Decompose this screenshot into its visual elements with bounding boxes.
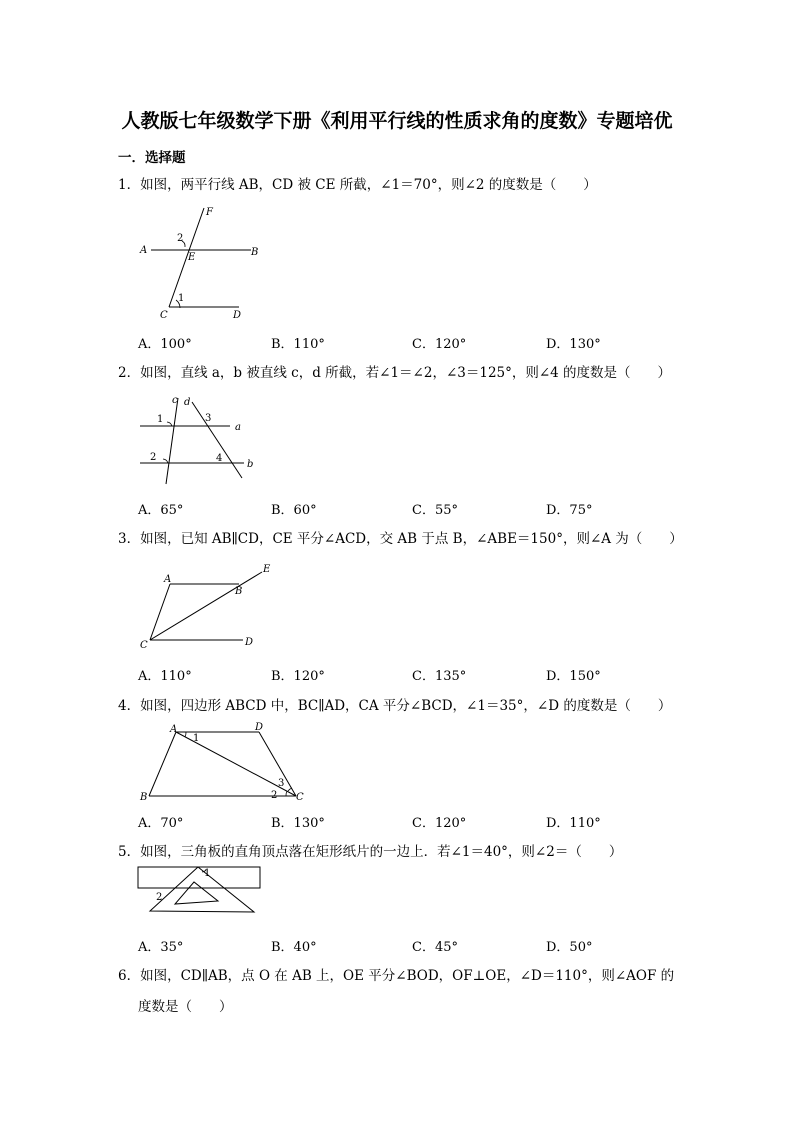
- q2-angle-2: 2: [150, 452, 157, 463]
- q2-angle-4: 4: [216, 453, 223, 464]
- q5-option-c[interactable]: C．45°: [412, 940, 458, 955]
- q3-label-E: E: [263, 564, 271, 575]
- q5-option-b[interactable]: B．40°: [271, 940, 317, 955]
- question-2-figure: [136, 392, 266, 492]
- q4-angle-1: 1: [193, 733, 200, 744]
- question-4-text: 4．如图，四边形 ABCD 中，BC∥AD，CA 平分∠BCD，∠1＝35°，∠D 的度数是（ ）: [118, 698, 672, 714]
- q4-angle-2: 2: [271, 790, 278, 801]
- q1-label-C: C: [160, 310, 168, 321]
- q2-label-a: a: [235, 422, 241, 433]
- question-1-text: 1．如图，两平行线 AB，CD 被 CE 所截，∠1＝70°，则∠2 的度数是（ ）: [118, 177, 597, 193]
- q2-label-d: d: [184, 397, 191, 408]
- question-6-text: 6．如图，CD∥AB，点 O 在 AB 上，OE 平分∠BOD，OF⊥OE，∠D＝110°，则∠AOF 的: [118, 968, 675, 984]
- question-3-text: 3．如图，已知 AB∥CD，CE 平分∠ACD，交 AB 于点 B，∠ABE＝150°，则∠A 为（ ）: [118, 531, 683, 547]
- q5-option-a[interactable]: A．35°: [138, 940, 184, 955]
- q5-option-d[interactable]: D．50°: [546, 940, 593, 955]
- q2-option-a[interactable]: A．65°: [138, 503, 184, 518]
- q1-option-b[interactable]: B．110°: [271, 337, 325, 352]
- q2-option-d[interactable]: D．75°: [546, 503, 593, 518]
- q3-label-B: B: [235, 586, 243, 597]
- q1-angle-2: 2: [177, 233, 184, 244]
- q3-option-c[interactable]: C．135°: [412, 669, 467, 684]
- q3-option-d[interactable]: D．150°: [546, 669, 601, 684]
- q4-label-B: B: [140, 792, 148, 803]
- q2-option-b[interactable]: B．60°: [271, 503, 317, 518]
- question-4-figure: [136, 720, 311, 810]
- question-3-figure: [136, 562, 286, 657]
- q2-label-c: c: [172, 395, 178, 406]
- q4-angle-3: 3: [278, 778, 285, 789]
- question-2-text: 2．如图，直线 a，b 被直线 c，d 所截，若∠1＝∠2，∠3＝125°，则∠4 的度数是（ ）: [118, 365, 672, 381]
- question-6-text-cont: 度数是（ ）: [138, 999, 233, 1015]
- q1-option-d[interactable]: D．130°: [546, 337, 601, 352]
- q1-label-F: F: [206, 207, 213, 218]
- q2-angle-1: 1: [157, 414, 164, 425]
- q4-label-A: A: [170, 724, 178, 735]
- q4-option-c[interactable]: C．120°: [412, 816, 467, 831]
- q3-label-A: A: [164, 574, 172, 585]
- q1-option-c[interactable]: C．120°: [412, 337, 467, 352]
- q4-option-b[interactable]: B．130°: [271, 816, 325, 831]
- question-5-text: 5．如图，三角板的直角顶点落在矩形纸片的一边上．若∠1＝40°，则∠2＝（ ）: [118, 844, 623, 860]
- q5-angle-1: 1: [204, 868, 211, 879]
- q1-label-B: B: [251, 247, 259, 258]
- q2-angle-3: 3: [205, 413, 212, 424]
- q4-label-C: C: [296, 792, 304, 803]
- q1-label-A: A: [140, 245, 148, 256]
- q2-option-c[interactable]: C．55°: [412, 503, 458, 518]
- q3-option-a[interactable]: A．110°: [138, 669, 192, 684]
- document-title: 人教版七年级数学下册《利用平行线的性质求角的度数》专题培优: [121, 110, 673, 132]
- q1-label-E: E: [188, 252, 196, 263]
- question-5-figure: [136, 864, 271, 929]
- q3-label-D: D: [245, 637, 254, 648]
- q1-option-a[interactable]: A．100°: [138, 337, 192, 352]
- q4-label-D: D: [255, 722, 264, 733]
- question-1-figure: [136, 203, 266, 323]
- q3-label-C: C: [140, 640, 148, 651]
- q4-option-a[interactable]: A．70°: [138, 816, 184, 831]
- q1-label-D: D: [233, 310, 242, 321]
- q2-label-b: b: [247, 459, 254, 470]
- q4-option-d[interactable]: D．110°: [546, 816, 601, 831]
- section-heading: 一．选择题: [118, 150, 186, 166]
- q5-angle-2: 2: [156, 892, 163, 903]
- q3-option-b[interactable]: B．120°: [271, 669, 325, 684]
- q1-angle-1: 1: [178, 293, 185, 304]
